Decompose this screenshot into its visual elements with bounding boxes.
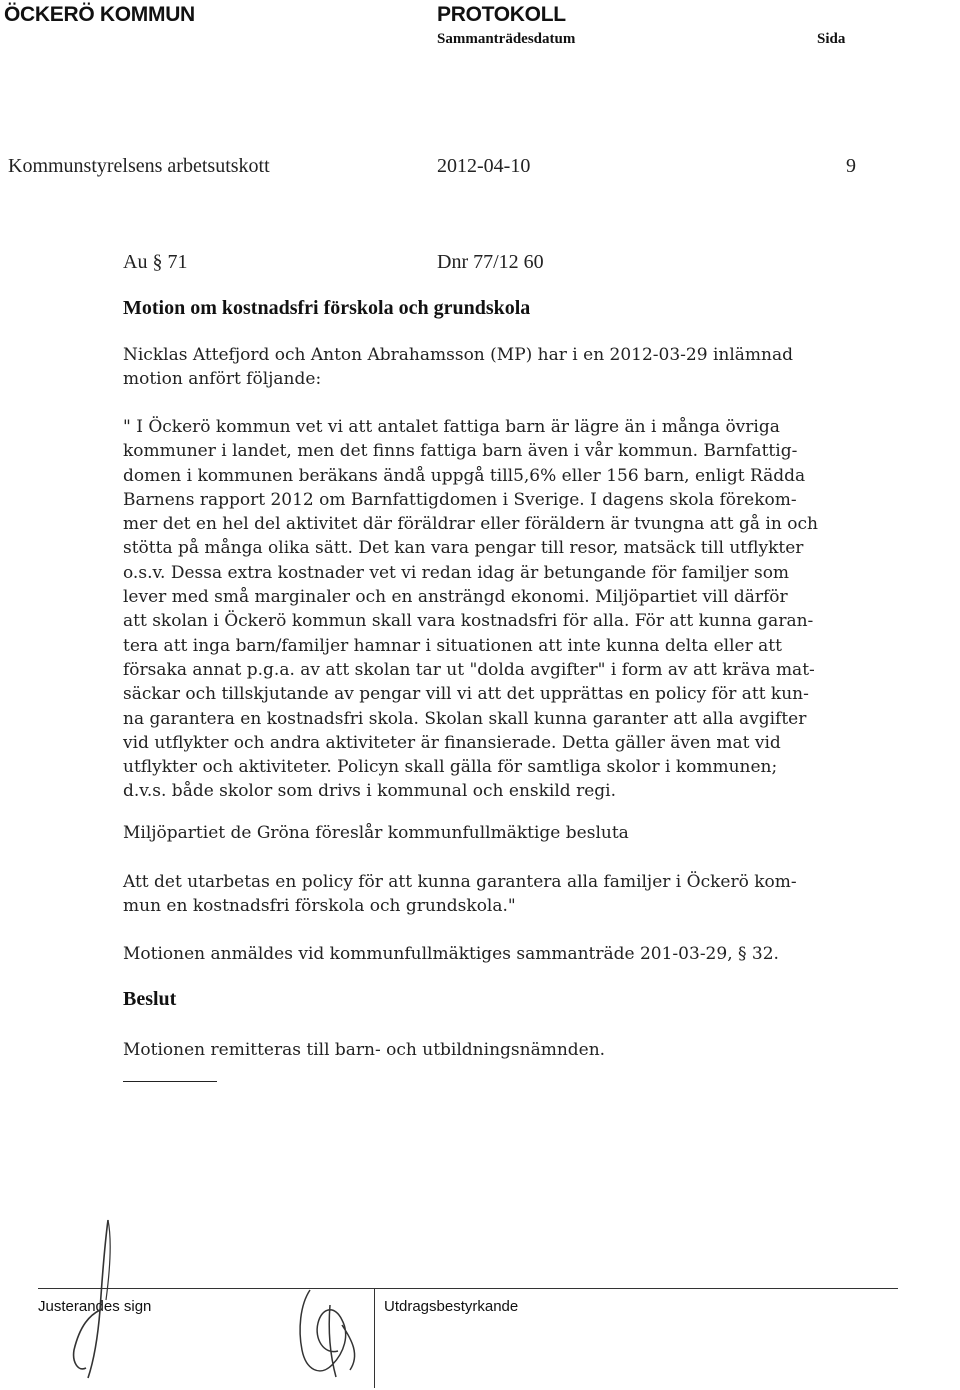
intro-paragraph bbox=[123, 343, 868, 392]
quote-line: domen i kommunen beräkans ändå uppgå till5,6% eller 156 barn, enligt Rädda bbox=[123, 465, 806, 486]
quote-line: kommuner i landet, men det finns fattiga barn även i vår kommun. Barnfattig- bbox=[123, 441, 798, 462]
quote-line: säckar och tillskjutande av pengar vill vi att det upprättas en policy för att kun- bbox=[123, 684, 809, 705]
item-title: Motion om kostnadsfri förskola och grundskola bbox=[123, 297, 531, 319]
quote-line: tera att inga barn/familjer hamnar i situationen att inte kunna delta eller att bbox=[123, 635, 782, 656]
decision-text bbox=[123, 1038, 868, 1062]
proposal-line: mun en kostnadsfri förskola och grundskola." bbox=[123, 896, 516, 917]
quote-line: stötta på många olika sätt. Det kan vara pengar till resor, matsäck till utflykter bbox=[123, 538, 804, 559]
quote-line: d.v.s. både skolor som drivs i kommunal och enskild regi. bbox=[123, 781, 616, 802]
adjuster-sign-label: Justerandes sign bbox=[38, 1298, 152, 1315]
decision-heading: Beslut bbox=[123, 988, 177, 1010]
quote-line: vid utflykter och andra aktiviteter är finansierade. Detta gäller även mat vid bbox=[123, 732, 781, 753]
quote-line: " I Öckerö kommun vet vi att antalet fattiga barn är lägre än i många övriga bbox=[123, 417, 780, 437]
proposal-intro bbox=[123, 821, 868, 845]
committee-name: Kommunstyrelsens arbetsutskott bbox=[8, 155, 270, 177]
proposal-line: Att det utarbetas en policy för att kunna garantera alla familjer i Öckerö kom- bbox=[123, 872, 797, 892]
announcement-text: Motionen anmäldes vid kommunfullmäktiges sammanträde 201-03-29, § 32. bbox=[123, 944, 779, 964]
municipality-name: ÖCKERÖ KOMMUN bbox=[4, 3, 195, 26]
quote-line: utflykter och aktiviteter. Policyn skall gälla för samtliga skolor i kommunen; bbox=[123, 757, 778, 778]
quote-line: försaka annat p.g.a. av att skolan tar ut "dolda avgifter" i form av att kräva mat- bbox=[123, 659, 815, 680]
quote-line: lever med små marginaler och en ansträngd ekonomi. Miljöpartiet vill därför bbox=[123, 587, 788, 608]
motion-quote bbox=[123, 415, 868, 804]
quote-line: att skolan i Öckerö kommun skall vara kostnadsfri för alla. För att kunna garan- bbox=[123, 611, 814, 632]
decision-text-line: Motionen remitteras till barn- och utbildningsnämnden. bbox=[123, 1040, 606, 1060]
meeting-date: 2012-04-10 bbox=[437, 155, 531, 177]
signature-left bbox=[60, 1210, 140, 1385]
quote-line: mer det en hel del aktivitet där föräldrar eller föräldern är tvungna att gå in och bbox=[123, 514, 818, 535]
footer-rule bbox=[38, 1288, 898, 1289]
signature-right bbox=[280, 1285, 370, 1385]
quote-line: o.s.v. Dessa extra kostnader vet vi redan idag är betungande för familjer som bbox=[123, 562, 790, 583]
quote-line: na garantera en kostnadsfri skola. Skolan skall kunna garanter att alla avgifter bbox=[123, 708, 807, 729]
footer-divider bbox=[374, 1288, 375, 1388]
quote-line: Barnens rapport 2012 om Barnfattigdomen i Sverige. I dagens skola förekom- bbox=[123, 489, 797, 510]
certification-label: Utdragsbestyrkande bbox=[384, 1298, 519, 1315]
page-number: 9 bbox=[846, 155, 856, 177]
proposal-intro-text: Miljöpartiet de Gröna föreslår kommunfullmäktige besluta bbox=[123, 823, 629, 843]
intro-line: Nicklas Attefjord och Anton Abrahamsson (MP) har i en 2012-03-29 inlämnad bbox=[123, 345, 794, 365]
diary-number: Dnr 77/12 60 bbox=[437, 251, 544, 273]
intro-line: motion anfört följande: bbox=[123, 369, 322, 390]
document-type: PROTOKOLL bbox=[437, 3, 566, 26]
separator-rule bbox=[123, 1081, 217, 1082]
proposal-paragraph bbox=[123, 870, 868, 919]
announcement bbox=[123, 942, 868, 966]
paragraph-number: Au § 71 bbox=[123, 251, 188, 273]
meeting-date-label: Sammanträdesdatum bbox=[437, 31, 576, 47]
page-label: Sida bbox=[817, 31, 846, 47]
